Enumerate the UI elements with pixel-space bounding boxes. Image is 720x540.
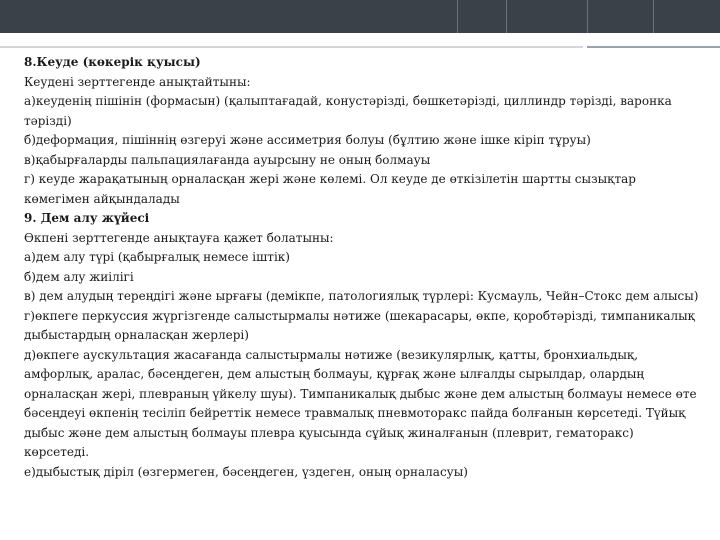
slide-text-body: [24, 53, 700, 482]
top-bar-divider: [457, 0, 458, 33]
section-8-item: в)қабырғаларды пальпациялағанда ауырсыну не оның болмауы: [24, 152, 431, 167]
section-9-heading: 9. Дем алу жүйесі: [24, 211, 150, 225]
section-9-item: б)дем алу жиілігі: [24, 269, 134, 284]
section-9-item: а)дем алу түрі (қабырғалық немесе іштік): [24, 250, 290, 264]
top-bar-divider: [653, 0, 654, 33]
section-8-heading: 8.Кеуде (көкерік қуысы): [24, 55, 201, 69]
top-decorative-bar: [0, 0, 720, 33]
section-9-item: е)дыбыстық діріл (өзгермеген, бәсеңдеген, үздеген, оның орналасуы): [24, 464, 468, 479]
divider-line: [0, 46, 583, 48]
top-bar-divider: [587, 0, 588, 33]
section-9-item: в) дем алудың тереңдігі және ырғағы (демікпе, патологиялық түрлері: Кусмауль, Чейн–Стокс дем алысы): [24, 289, 699, 303]
section-9-item: д)өкпеге аускультация жасағанда салыстырмалы нәтиже (везикулярлық, қатты, бронхиальдық, амфорлық, аралас, бәсеңдеген, дем алыстың болмауы, құрғақ және ылғалды сырылдар, олардың орналасқан жері, плевраның үйкелу шуы). Тимпаникалық дыбыс және дем алыстың болмауы немесе өте бәсеңдеуі өкпенің тесіліп бейреттік немесе травмалық пневмоторакс пайда болғанын көрсетеді. Түйық дыбыс және дем алыстың болмауы плевра қуысында сұйық жиналғанын (плеврит, гематоракс) көрсетеді.: [24, 347, 697, 459]
section-9-item: г)өкпеге перкуссия жүргізгенде салыстырмалы нәтиже (шекарасары, өкпе, қоробтәрізді, тимпаникалық дыбыстардың орналасқан жерлері): [24, 308, 695, 342]
top-bar-divider: [506, 0, 507, 33]
section-9-intro: Өкпені зерттегенде анықтауға қажет болатыны:: [24, 230, 334, 245]
divider-line-accent: [587, 46, 720, 48]
section-8-item: а)кеуденің пішінін (формасын) (қалыптағадай, конустәрізді, бөшкетәрізді, циллиндр тәрізді, варонка тәрізді): [24, 94, 672, 128]
section-8-item: б)деформация, пішіннің өзгеруі және ассиметрия болуы (бұлтию және ішке кіріп тұруы): [24, 133, 591, 147]
section-8-intro: Кеудені зерттегенде анықтайтыны:: [24, 74, 251, 89]
section-8-item: г) кеуде жарақатының орналасқан жері және көлемі. Ол кеуде де өткізілетін шартты сызықтар көмегімен айқындалады: [24, 172, 636, 206]
